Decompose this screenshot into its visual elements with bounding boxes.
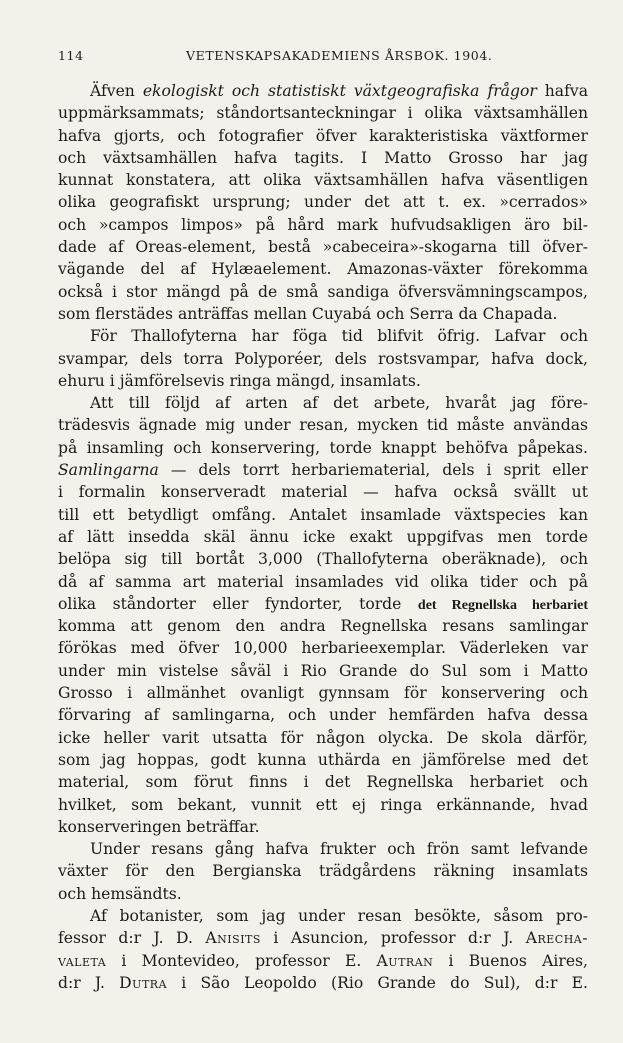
running-title: VETENSKAPSAKADEMIENS ÅRSBOK. 1904. [186,48,493,63]
text-line: hvilket, som bekant, vunnit ett ej ringa erkännande, hvad [58,795,588,814]
text-line: icke heller varit utsatta för någon olycka. De skola därför, [58,728,588,747]
text-line: på insamling och konservering, torde knappt behöfva påpekas. [58,438,588,457]
text-line: Äfven ekologiskt och statistiskt växtgeografiska frågor hafva [90,82,588,100]
text-line: förvaring af samlingarna, och under hemfärden hafva dessa [58,706,588,725]
text-line: under min vistelse såväl i Rio Grande do Sul som i Matto [58,661,588,680]
text-line: af lätt insedda skäl ännu icke exakt uppgifvas men torde [58,527,588,546]
text-line: uppmärksammats; ståndortsanteckningar i olika växtsamhällen [58,104,588,123]
text-line: som flerstädes anträffas mellan Cuyabá och Serra da Chapada. [58,304,558,323]
text-line: Under resans gång hafva frukter och frön samt lefvande [90,840,588,859]
text-line: hafva gjorts, och fotografier öfver karakteristiska växtformer [58,126,588,145]
text-line: Att till följd af arten af det arbete, hvaråt jag före- [90,394,588,413]
text-line: Samlingarna — dels torrt herbariematerial, dels i sprit eller [58,461,588,480]
text-line: i formalin konserveradt material — hafva också svällt ut [58,483,588,502]
text-line: valeta i Montevideo, professor E. Autran i Buenos Aires, [58,951,588,970]
page-header [58,48,588,70]
text-line: Af botanister, som jag under resan besökte, såsom pro- [90,906,588,925]
text-line: d:r J. Dutra i São Leopoldo (Rio Grande do Sul), d:r E. [58,973,588,992]
text-line: material, som förut finns i det Regnellska herbariet och [58,773,588,792]
text-line: som jag hoppas, godt kunna uthärda en jämförelse med det [58,750,588,769]
text-line: och hemsändts. [58,884,182,903]
text-line: fessor d:r J. D. Anisits i Asuncion, professor d:r J. Arecha- [58,929,588,948]
text-line: förökas med öfver 10,000 herbarieexemplar. Väderleken var [58,639,588,658]
text-line: svampar, dels torra Polyporéer, dels rostsvampar, hafva dock, [58,349,588,368]
text-line: dade af Oreas-element, bestå »cabeceira»-skogarna till öfver- [58,238,588,257]
text-line: också i stor mängd på de små sandiga öfversvämningscampos, [58,282,588,301]
text-line: komma att genom den andra Regnellska resans samlingar [58,617,588,636]
text-line: olika geografiskt ursprung; under det att t. ex. »cerrados» [58,193,588,212]
text-line: För Thallofyterna har föga tid blifvit öfrig. Lafvar och [90,327,588,346]
text-line: olika ståndorter eller fyndorter, torde det Regnellska herbariet [58,594,588,613]
text-line: belöpa sig till bortåt 3,000 (Thallofyterna oberäknade), och [58,550,588,569]
text-line: vägande del af Hylæaelement. Amazonas-växter förekomma [58,260,588,279]
body-text [58,80,588,994]
text-line: konserveringen beträffar. [58,817,260,836]
text-line: trädesvis ägnade mig under resan, mycken tid måste användas [58,416,588,435]
text-line: Grosso i allmänhet ovanligt gynnsam för konservering och [58,684,588,703]
text-line: och växtsamhällen hafva tagits. I Matto Grosso har jag [58,148,588,167]
text-line: och »campos limpos» på hård mark hufvudsakligen äro bil- [58,215,588,234]
text-line: kunnat konstatera, att olika växtsamhällen hafva väsentligen [58,171,588,190]
page-number: 114 [58,48,84,63]
text-line: då af samma art material insamlades vid olika tider och på [58,572,588,591]
text-line: växter för den Bergianska trädgårdens räkning insamlats [58,862,588,881]
text-line: ehuru i jämförelsevis ringa mängd, insamlats. [58,371,421,390]
text-line: till ett betydligt omfång. Antalet insamlade växtspecies kan [58,505,588,524]
